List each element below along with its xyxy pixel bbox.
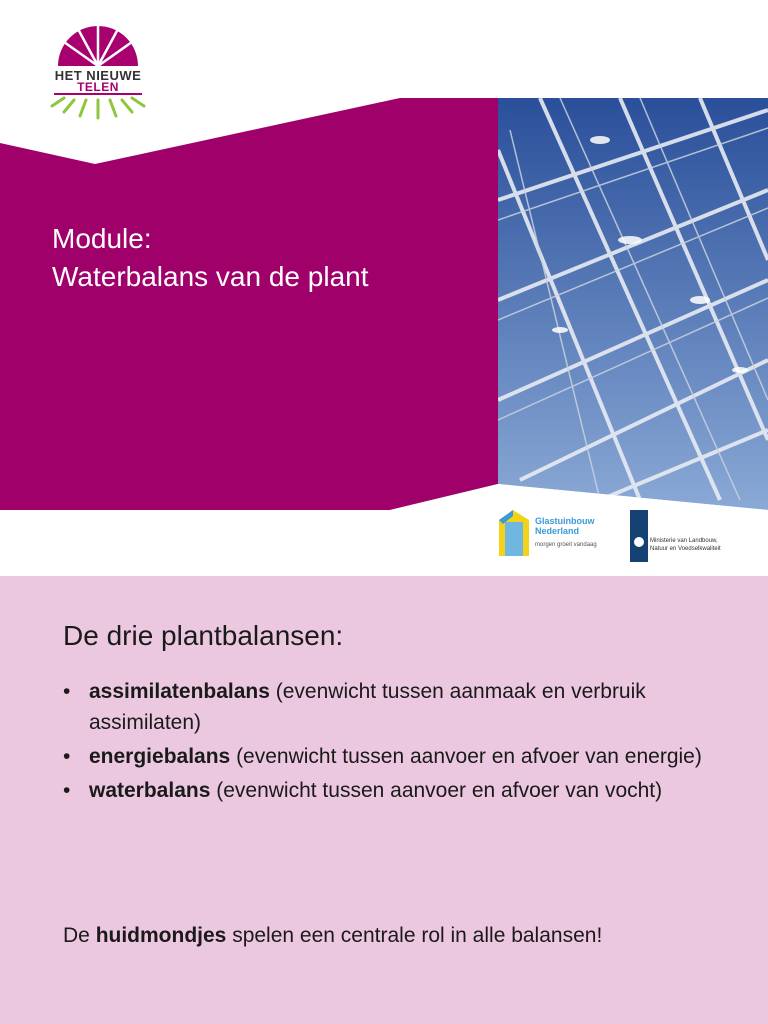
rijksoverheid-icon [630, 510, 648, 562]
glastuinbouw-tagline: morgen groeit vandaag [535, 542, 597, 548]
list-item [63, 741, 743, 772]
conclusion-pre: De [63, 924, 96, 947]
glastuinbouw-name-2: Nederland [535, 526, 580, 536]
balance-list [63, 676, 743, 809]
glastuinbouw-logo [497, 508, 607, 560]
ministerie-line2: Natuur en Voedselkwaliteit [650, 546, 721, 552]
list-item-term: energiebalans [89, 745, 231, 768]
list-item-desc: (evenwicht tussen aanmaak en verbruik assimilaten) [89, 680, 646, 734]
ministerie-logo [630, 510, 750, 562]
module-title [52, 220, 369, 296]
conclusion-term: huidmondjes [95, 924, 227, 947]
list-item-term: assimilatenbalans [89, 680, 270, 703]
bullet-icon: • [63, 680, 71, 703]
list-item [63, 775, 743, 806]
list-item-term: waterbalans [89, 779, 211, 802]
het-nieuwe-telen-logo [40, 18, 156, 128]
list-item [63, 676, 743, 738]
title-line1: Module: [52, 223, 152, 254]
ministerie-line1: Ministerie van Landbouw, [650, 538, 718, 544]
logo-text-line1: HET NIEUWE [54, 68, 142, 83]
glastuinbouw-icon [497, 508, 531, 558]
slide-heading: De drie plantbalansen: [63, 620, 344, 651]
title-line2: Waterbalans van de plant [52, 261, 369, 292]
list-item-desc: (evenwicht tussen aanvoer en afvoer van vocht) [210, 779, 663, 802]
glastuinbouw-name-1: Glastuinbouw [535, 516, 595, 526]
list-item-desc: (evenwicht tussen aanvoer en afvoer van energie) [230, 745, 702, 768]
conclusion-post: spelen een centrale rol in alle balansen! [226, 924, 603, 947]
logo-text-line2: TELEN [77, 80, 119, 94]
conclusion-text [63, 920, 602, 951]
content-slide [0, 576, 768, 1024]
bullet-icon: • [63, 745, 71, 768]
bullet-icon: • [63, 779, 71, 802]
